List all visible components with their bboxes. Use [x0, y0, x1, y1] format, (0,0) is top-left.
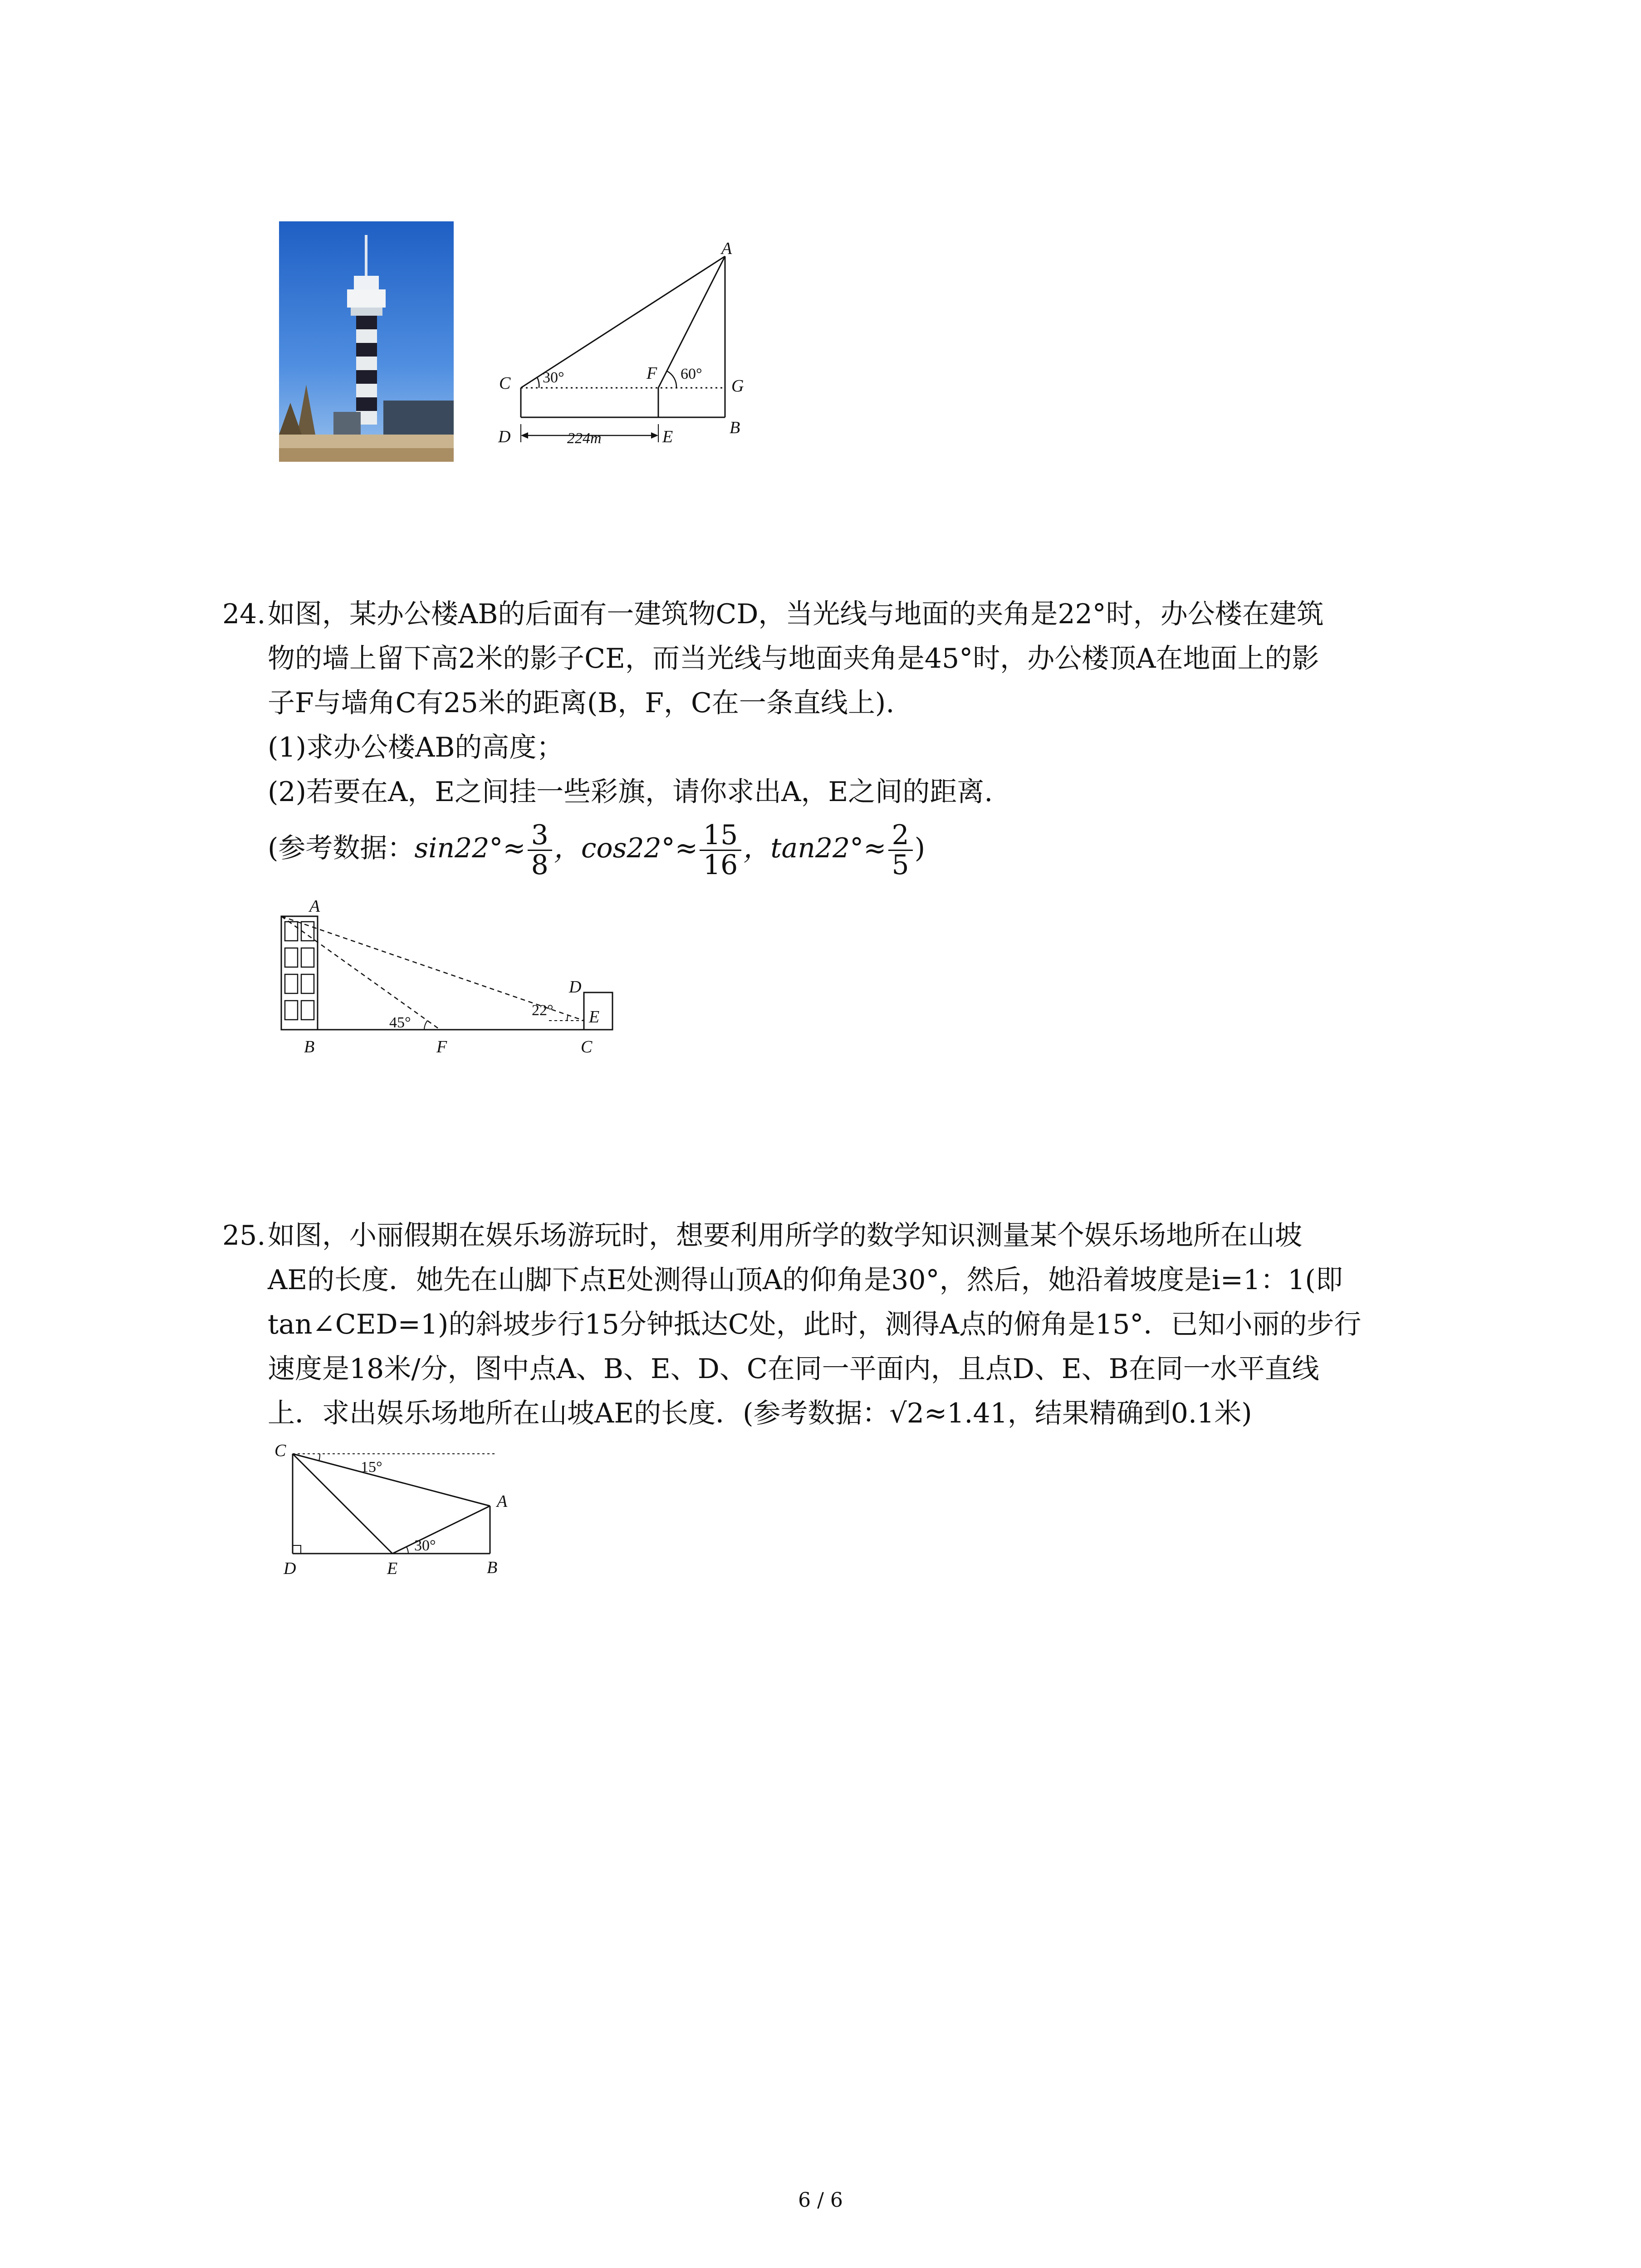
- label-d: D: [284, 1559, 296, 1578]
- question-text-line: 子F与墙角C有25米的距离(B，F，C在一条直线上).: [268, 687, 895, 719]
- angle-c-label: 30°: [543, 369, 564, 386]
- label-a: A: [721, 243, 732, 258]
- label-e: E: [387, 1559, 398, 1578]
- question-25: [222, 1213, 1461, 1436]
- tower-photo: [279, 221, 454, 462]
- angle-f-label: 60°: [681, 366, 702, 382]
- angle-22-label: 22°: [532, 1002, 554, 1019]
- figure-25-diagram: [270, 1433, 524, 1588]
- label-d: D: [569, 978, 582, 997]
- label-b: B: [730, 418, 740, 437]
- question-text-line: 如图，某办公楼AB的后面有一建筑物CD，当光线与地面的夹角是22°时，办公楼在建筑: [268, 598, 1324, 630]
- question-number: 25.: [222, 1220, 266, 1251]
- label-f: F: [436, 1037, 447, 1056]
- label-c: C: [274, 1441, 286, 1460]
- label-e: E: [589, 1007, 600, 1026]
- question-24: [222, 592, 1461, 882]
- angle-45-label: 45°: [389, 1014, 411, 1031]
- question-text-line: AE的长度．她先在山脚下点E处测得山顶A的仰角是30°，然后，她沿着坡度是i=1：1(即: [268, 1264, 1343, 1296]
- fraction-tan: $\frac{2}{5}$: [888, 821, 913, 880]
- label-a: A: [309, 897, 320, 916]
- question-text-line: tan∠CED=1)的斜坡步行15分钟抵达C处，此时，测得A点的俯角是15°．已知小丽的步行: [268, 1309, 1362, 1340]
- label-c: C: [499, 374, 511, 393]
- reference-data: (参考数据：sin22°≈ $\frac{3}{8}$ ，cos22°≈ $\frac{15}{16}$ ，tan22°≈ $\frac{2}{5}$ ): [268, 819, 926, 881]
- angle-30-label: 30°: [414, 1537, 436, 1554]
- question-number: 24.: [222, 598, 266, 630]
- distance-label: 224m: [567, 430, 602, 447]
- page-number: 6 / 6: [798, 2189, 843, 2212]
- label-c: C: [581, 1037, 593, 1056]
- label-d: D: [498, 427, 511, 446]
- label-b: B: [304, 1037, 315, 1056]
- question-text-line: (1)求办公楼AB的高度；: [268, 732, 564, 763]
- figure-24-diagram: [268, 889, 640, 1080]
- question-text-line: 上．求出娱乐场地所在山坡AE的长度．(参考数据：√2≈1.41，结果精确到0.1米): [268, 1398, 1252, 1429]
- question-text-line: 物的墙上留下高2米的影子CE，而当光线与地面夹角是45°时，办公楼顶A在地面上的影: [268, 643, 1319, 675]
- fraction-sin: $\frac{3}{8}$: [528, 821, 552, 880]
- question-text-line: (2)若要在A，E之间挂一些彩旗，请你求出A，E之间的距离.: [268, 776, 993, 808]
- label-e: E: [662, 427, 673, 446]
- label-b: B: [487, 1558, 498, 1577]
- question-text-line: 速度是18米/分，图中点A、B、E、D、C在同一平面内，且点D、E、B在同一水平直线: [268, 1353, 1319, 1385]
- fraction-cos: $\frac{15}{16}$: [700, 821, 741, 880]
- question-text-line: 如图，小丽假期在娱乐场游玩时，想要利用所学的数学知识测量某个娱乐场地所在山坡: [268, 1220, 1302, 1251]
- label-g: G: [731, 376, 744, 396]
- label-a: A: [497, 1492, 508, 1511]
- angle-15-label: 15°: [361, 1459, 382, 1476]
- label-f: F: [647, 364, 657, 383]
- figure-23-diagram: [490, 243, 758, 451]
